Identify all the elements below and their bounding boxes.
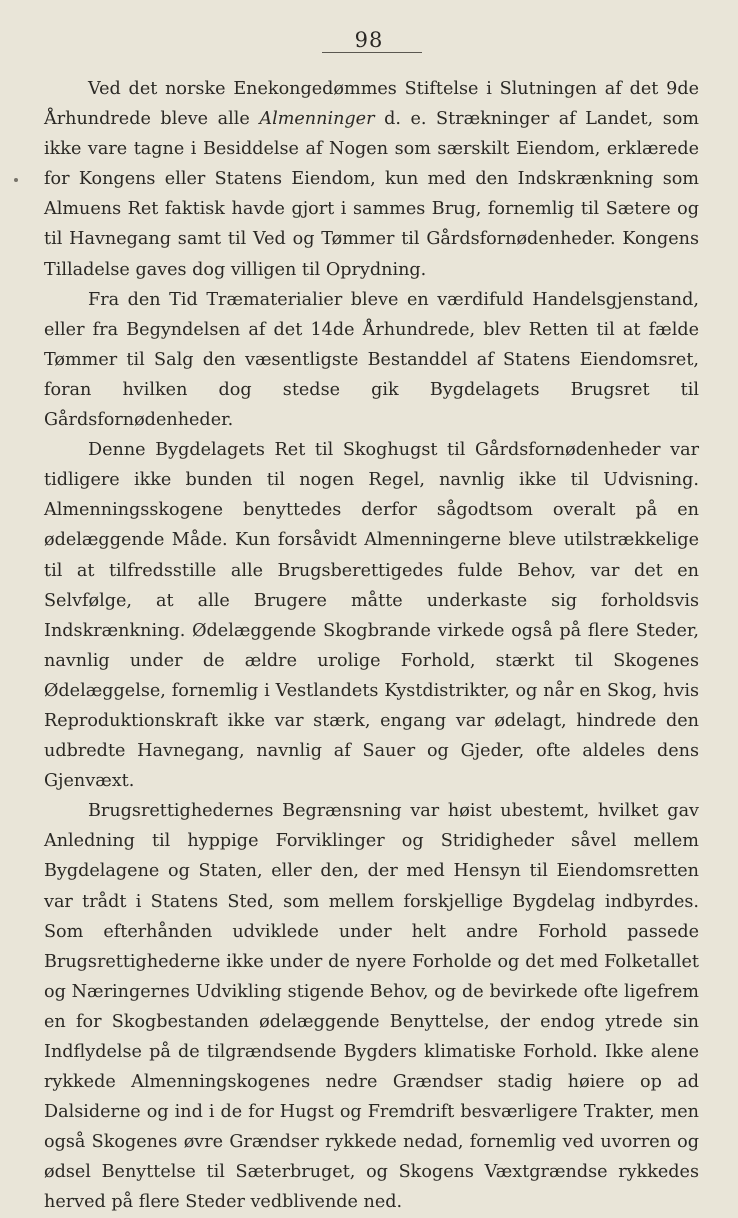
paragraph-1 (44, 74, 699, 285)
paragraph-2: Fra den Tid Træmaterialier bleve en værdifuld Handelsgjenstand, eller fra Begyndelsen af det 14de Århundrede, blev Retten til at fælde Tømmer til Salg den væsentligste Bestanddel af Statens Eiendomsret, foran hvilken dog stedse gik Bygdelagets Brugsret til Gårdsfornødenheder. (44, 289, 699, 431)
page-number: 98 (354, 28, 384, 52)
paragraph-1-start: Ved det norske Enekongedømmes Stiftelse i Slutningen af det 9de Århundrede bleve alle (44, 79, 699, 130)
paragraph-1-end: d. e. Strækninger af Landet, som ikke vare tagne i Besiddelse af Nogen som særskilt Eiendom, erklærede for Kongens eller Statens Eiendom, kun med den Indskrænkning som Almuens Ret faktisk havde gjort i sammes Brug, fornemlig til Sætere og til Havnegang samt til Ved og Tømmer til Gårdsfornødenheder. Kongens Tilladelse gaves dog villigen til Oprydning. (44, 109, 699, 280)
page-number-rule (322, 52, 422, 53)
body-text (44, 74, 699, 1218)
paragraph-3: Denne Bygdelagets Ret til Skoghugst til Gårdsfornødenheder var tidligere ikke bunden til nogen Regel, navnlig ikke til Udvisning. Almenningsskogene benyttedes derfor sågodtsom overalt på en ødelæggende Måde. Kun forsåvidt Almenningerne bleve utilstrækkelige til at tilfredsstille alle Brugsberettigedes fulde Behov, var det en Selvfølge, at alle Brugere måtte underkaste sig forholdsvis Indskrænkning. Ødelæggende Skogbrande virkede også på flere Steder, navnlig under de ældre urolige Forhold, stærkt til Skogenes Ødelæggelse, fornemlig i Vestlandets Kystdistrikter, og når en Skog, hvis Reproduktionskraft ikke var stærk, engang var ødelagt, hindrede den udbredte Havnegang, navnlig af Sauer og Gjeder, ofte aldeles dens Gjenvæxt. (44, 440, 699, 792)
margin-speck (14, 178, 18, 182)
paragraph-4: Brugsrettighedernes Begrænsning var høist ubestemt, hvilket gav Anledning til hyppige Forviklinger og Stridigheder såvel mellem Bygdelagene og Staten, eller den, der med Hensyn til Eiendomsretten var trådt i Statens Sted, som mellem forskjellige Bygdelag indbyrdes. Som efterhånden udviklede under helt andre Forhold passede Brugsrettighederne ikke under de nyere Forholde og det med Folketallet og Næringernes Udvikling stigende Behov, og de bevirkede ofte ligefrem en for Skogbestanden ødelæggende Benyttelse, der endog ytrede sin Indflydelse på de tilgrændsende Bygders klimatiske Forhold. Ikke alene rykkede Almenningskogenes nedre Grændser stadig høiere op ad Dalsiderne og ind i de for Hugst og Fremdrift besværligere Trakter, men også Skogenes øvre Grændser rykkede nedad, fornemlig ved uvorren og ødsel Benyttelse til Sæterbruget, og Skogens Væxtgrændse rykkedes herved på flere Steder vedblivende ned. (44, 801, 699, 1213)
paragraph-1-emphasis: Almenninger (259, 109, 375, 130)
